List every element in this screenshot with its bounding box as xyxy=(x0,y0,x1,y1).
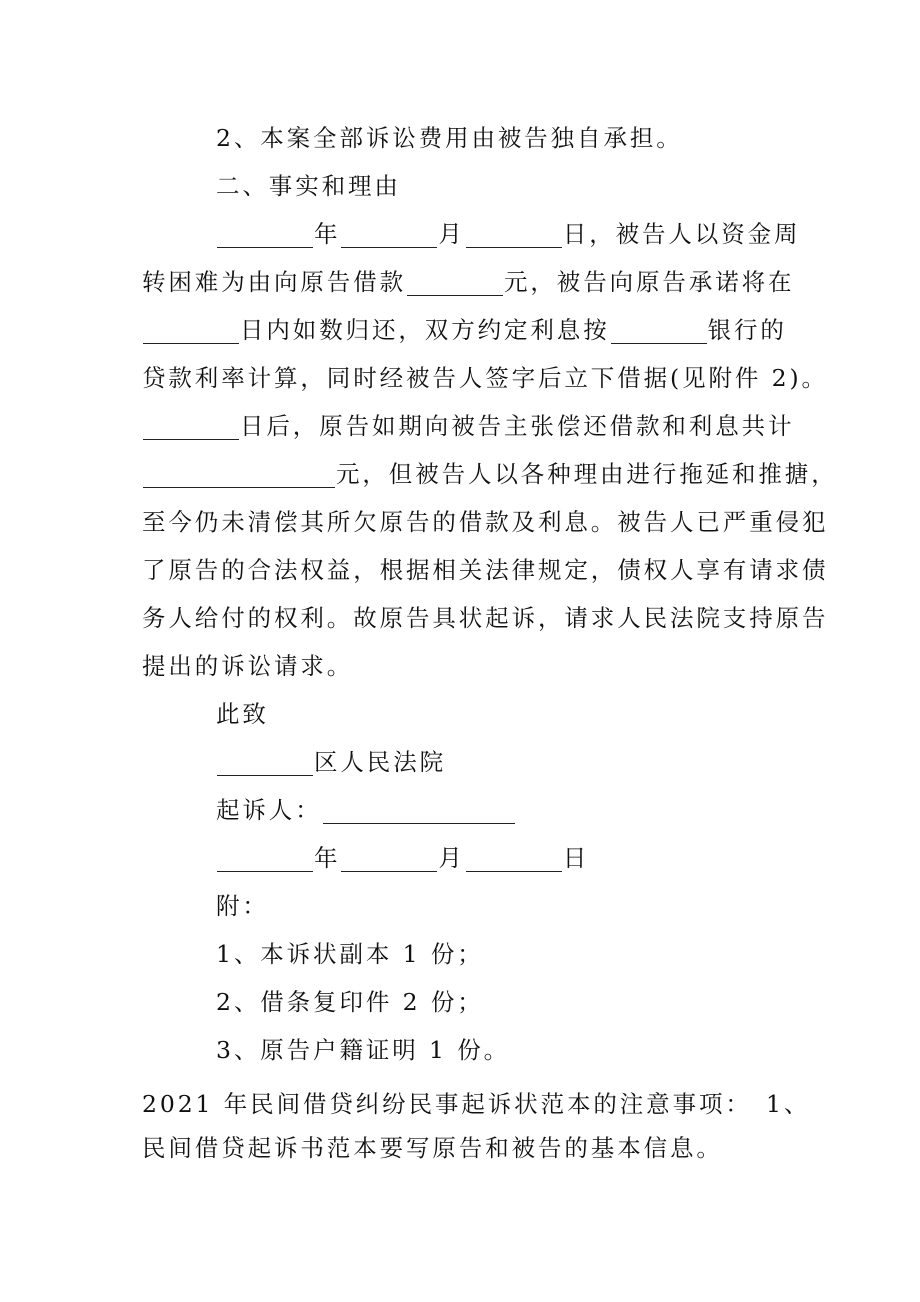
facts-paragraph-line: 了原告的合法权益，根据相关法律规定，债权人享有请求债 xyxy=(142,556,829,584)
day-blank xyxy=(466,841,562,872)
facts-paragraph-line: 元，但被告人以各种理由进行拖延和推搪， xyxy=(0,450,920,498)
facts-paragraph-line: 提出的诉讼请求。 xyxy=(142,652,354,680)
plaintiff-line: 起诉人： xyxy=(0,786,920,834)
month-blank xyxy=(341,841,437,872)
year-blank xyxy=(217,841,313,872)
total-amount-blank xyxy=(143,457,335,488)
attachments-label: 附： xyxy=(216,892,269,920)
facts-paragraph-line: 日内如数归还，双方约定利息按 银行的 xyxy=(0,306,920,354)
notes-line: 民间借贷起诉书范本要写原告和被告的基本信息。 xyxy=(142,1134,723,1162)
salutation: 此致 xyxy=(216,700,269,728)
day-blank xyxy=(466,217,562,248)
notes-item-number: 1、 xyxy=(766,1090,811,1118)
attachment-item: 1、本诉状副本 1 份； xyxy=(216,940,484,968)
date-line: 年 月 日 xyxy=(0,834,920,882)
facts-paragraph-line: 贷款利率计算，同时经被告人签字后立下借据(见附件 2)。 xyxy=(142,364,828,392)
month-blank xyxy=(341,217,437,248)
loan-amount-blank xyxy=(407,265,503,296)
plaintiff-blank xyxy=(323,793,515,824)
claim-item-2: 2、本案全部诉讼费用由被告独自承担。 xyxy=(216,124,683,152)
facts-paragraph-line: 转困难为由向原告借款 元，被告向原告承诺将在 xyxy=(0,258,920,306)
court-line: 区人民法院 xyxy=(0,738,920,786)
facts-paragraph-line: 日后，原告如期向被告主张偿还借款和利息共计 xyxy=(0,402,920,450)
court-blank xyxy=(217,745,313,776)
year-blank xyxy=(217,217,313,248)
section-heading: 二、事实和理由 xyxy=(216,172,401,200)
bank-blank xyxy=(611,313,707,344)
facts-paragraph-line: 至今仍未清偿其所欠原告的借款及利息。被告人已严重侵犯 xyxy=(142,508,829,536)
due-date-blank xyxy=(143,409,239,440)
notes-heading: 2021 年民间借贷纠纷民事起诉状范本的注意事项： 1、 xyxy=(0,1080,920,1128)
days-blank xyxy=(143,313,239,344)
facts-paragraph-line: 年 月 日，被告人以资金周 xyxy=(0,210,920,258)
facts-paragraph-line: 务人给付的权利。故原告具状起诉，请求人民法院支持原告 xyxy=(142,604,829,632)
attachment-item: 2、借条复印件 2 份； xyxy=(216,988,484,1016)
attachment-item: 3、原告户籍证明 1 份。 xyxy=(216,1036,511,1064)
